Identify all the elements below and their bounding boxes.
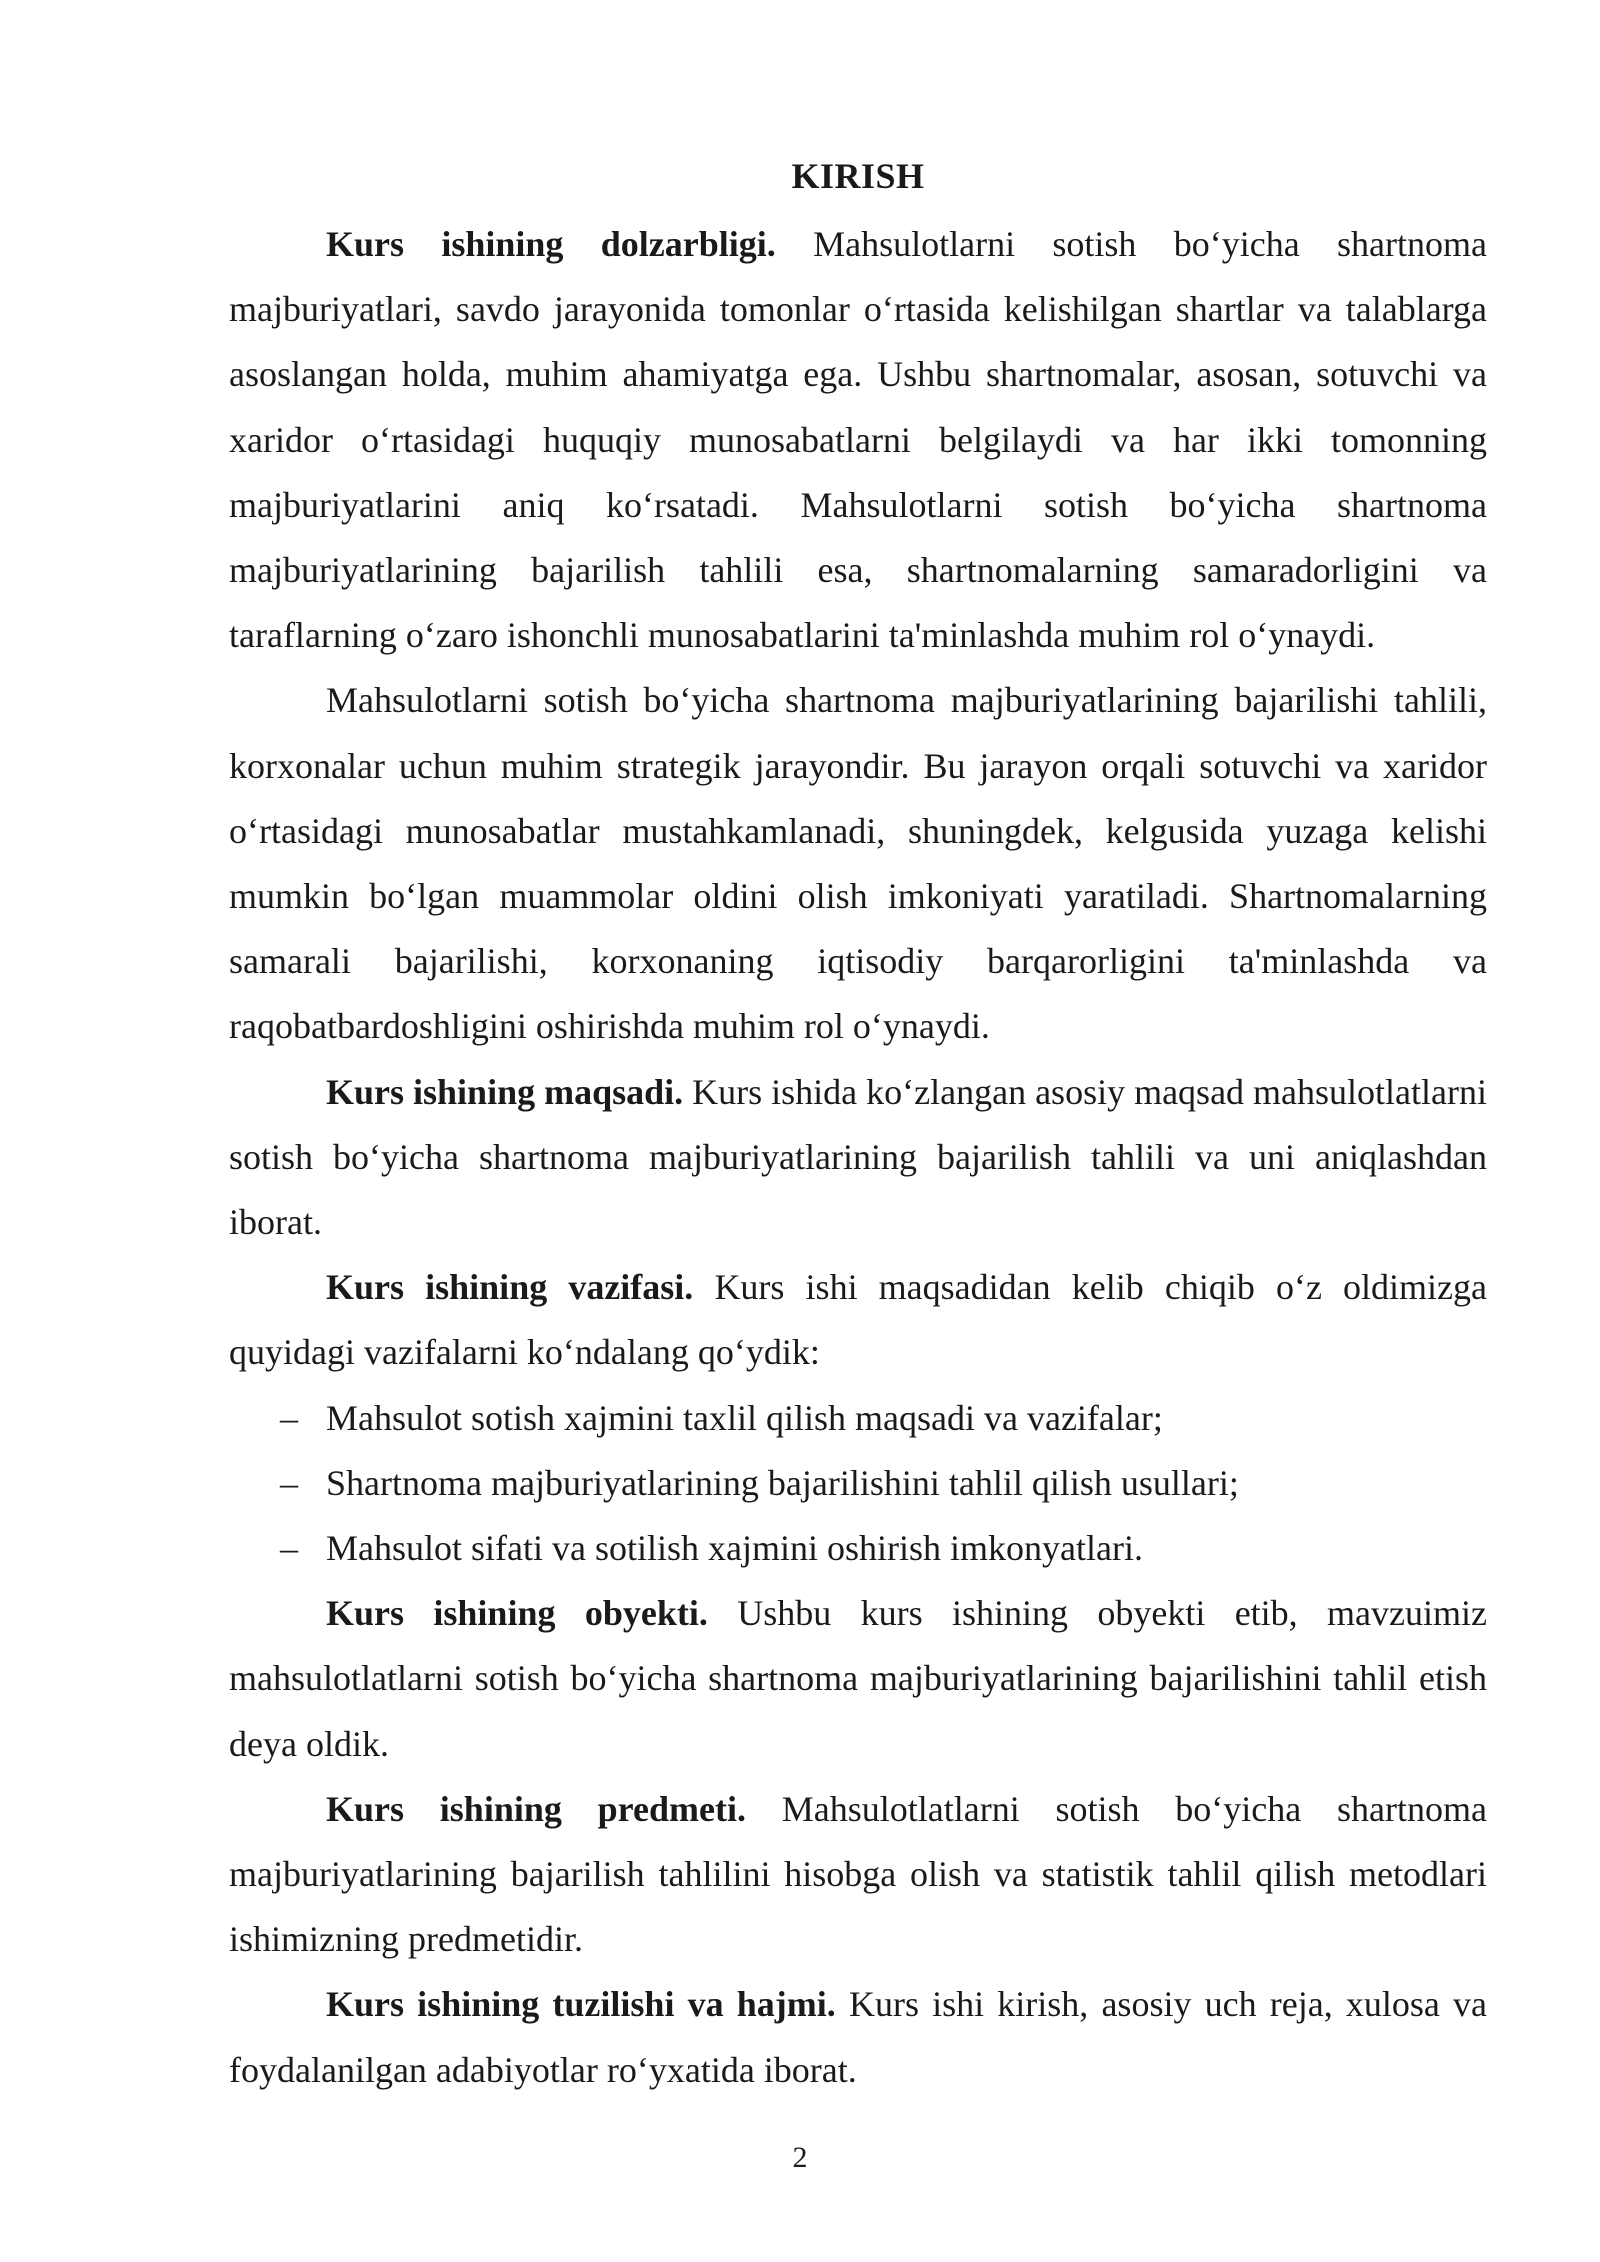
list-item [229, 1516, 1487, 1581]
paragraph-text: Mahsulotlatlarni sotish bo‘yicha shartnoma majburiyatlarining bajarilish tahlilini hisobga olish va statistik tahlil qilish metodlari ishimizning predmetidir. [229, 1788, 1488, 1960]
page-number: 2 [792, 2141, 808, 2174]
list-item-text: Mahsulot sotish xajmini taxlil qilish maqsadi va vazifalar; [326, 1397, 1163, 1438]
list-item-text: Shartnoma majburiyatlarining bajarilishini tahlil qilish usullari; [326, 1462, 1239, 1503]
paragraph-heading: Kurs ishining obyekti. [326, 1593, 708, 1634]
paragraph-object [229, 1581, 1487, 1777]
paragraph-text: Mahsulotlarni sotish bo‘yicha shartnoma majburiyatlari, savdo jarayonida tomonlar o‘rtasida kelishilgan shartlar va talablarga asoslangan holda, muhim ahamiyatga ega. Ushbu shartnomalar, asosan, sotuvchi va xaridor o‘rtasidagi huquqiy munosabatlarni belgilaydi va har ikki tomonning majburiyatlarini aniq ko‘rsatadi. Mahsulotlarni sotish bo‘yicha shartnoma majburiyatlarining bajarilish tahlili esa, shartnomalarning samaradorligini va taraflarning o‘zaro ishonchli munosabatlarini ta'minlashda muhim rol o‘ynaydi. [229, 224, 1488, 656]
document-page [229, 148, 1487, 2103]
list-item-text: Mahsulot sifati va sotilish xajmini oshirish imkonyatlari. [326, 1528, 1143, 1569]
dash-bullet: – [280, 1397, 298, 1438]
paragraph-text: Ushbu kurs ishining obyekti etib, mavzuimiz mahsulotlatlarni sotish bo‘yicha shartnoma majburiyatlarining bajarilishini tahlil etish deya oldik. [229, 1593, 1487, 1764]
task-list [229, 1386, 1487, 1582]
paragraph-subject [229, 1777, 1487, 1973]
paragraph-heading: Kurs ishining vazifasi. [326, 1267, 694, 1308]
paragraph-heading: Kurs ishining tuzilishi va hajmi. [326, 1984, 836, 2025]
list-item [229, 1386, 1487, 1451]
dash-bullet: – [280, 1462, 298, 1503]
paragraph-text: Kurs ishi kirish, asosiy uch reja, xulosa va foydalanilgan adabiyotlar ro‘yxatida iborat. [229, 1984, 1488, 2090]
paragraph-heading: Kurs ishining predmeti. [326, 1788, 746, 1829]
dash-bullet: – [280, 1528, 298, 1569]
paragraph-text: Kurs ishida ko‘zlangan asosiy maqsad mahsulotlatlarni sotish bo‘yicha shartnoma majburiyatlarining bajarilish tahlili va uni aniqlashdan iborat. [229, 1071, 1487, 1243]
paragraph-heading: Kurs ishining maqsadi. [326, 1071, 684, 1112]
section-title: KIRISH [791, 156, 925, 196]
paragraph-text: Kurs ishi maqsadidan kelib chiqib o‘z oldimizga quyidagi vazifalarni ko‘ndalang qo‘ydik: [229, 1267, 1488, 1373]
paragraph-goal [229, 1060, 1487, 1256]
list-item [229, 1451, 1487, 1516]
paragraph-heading: Kurs ishining dolzarbligi. [326, 224, 776, 264]
paragraph-relevance [229, 212, 1487, 668]
paragraph-structure [229, 1972, 1487, 2102]
paragraph-analysis [229, 668, 1487, 1059]
paragraph-text: Mahsulotlarni sotish bo‘yicha shartnoma majburiyatlarining bajarilishi tahlili, korxonalar uchun muhim strategik jarayondir. Bu jarayon orqali sotuvchi va xaridor o‘rtasidagi munosabatlar mustahkamlanadi, shuningdek, kelgusida yuzaga kelishi mumkin bo‘lgan muammolar oldini olish imkoniyati yaratiladi. Shartnomalarning samarali bajarilishi, korxonaning iqtisodiy barqarorligini ta'minlashda va raqobatbardoshligini oshirishda muhim rol o‘ynaydi. [229, 680, 1487, 1047]
paragraph-tasks [229, 1255, 1487, 1385]
